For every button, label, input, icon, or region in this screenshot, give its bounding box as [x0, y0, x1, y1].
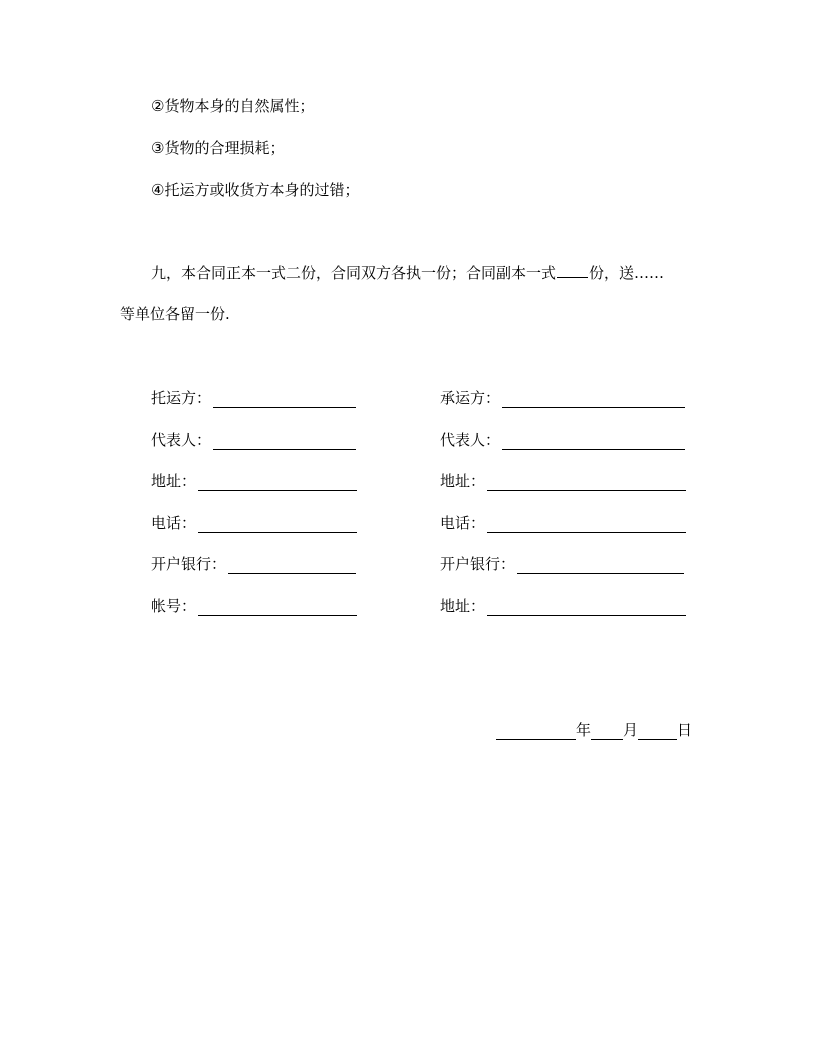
right-address-field — [440, 469, 686, 491]
right-address-blank — [487, 474, 686, 491]
copies-count-blank — [557, 262, 588, 278]
account-field — [151, 594, 357, 616]
clause-item-2: ②货物本身的自然属性； — [151, 97, 315, 115]
right-address2-blank — [487, 599, 686, 616]
left-phone-blank — [198, 516, 357, 533]
right-representative-label: 代表人： — [440, 431, 501, 449]
left-address-blank — [198, 474, 357, 491]
shipper-label: 托运方： — [151, 389, 212, 407]
year-label: 年 — [576, 721, 592, 739]
account-label: 帐号： — [151, 597, 197, 615]
right-phone-blank — [487, 516, 686, 533]
left-bank-blank — [228, 557, 356, 574]
day-label: 日 — [677, 721, 693, 739]
day-blank — [638, 723, 677, 740]
signing-date — [496, 718, 692, 740]
carrier-field — [440, 386, 685, 408]
right-phone-field — [440, 511, 686, 533]
right-address2-field — [440, 594, 686, 616]
right-bank-field — [440, 552, 684, 574]
shipper-blank — [213, 391, 356, 408]
right-representative-field — [440, 428, 685, 450]
month-blank — [591, 723, 623, 740]
left-address-label: 地址： — [151, 472, 197, 490]
clause-item-3: ③货物的合理损耗； — [151, 139, 285, 157]
clause-item-4: ④托运方或收货方本身的过错； — [151, 181, 360, 199]
month-label: 月 — [623, 721, 639, 739]
left-phone-label: 电话： — [151, 514, 197, 532]
left-phone-field — [151, 511, 357, 533]
left-address-field — [151, 469, 357, 491]
right-representative-blank — [502, 433, 685, 450]
article-9-line-2: 等单位各留一份. — [120, 305, 230, 323]
carrier-blank — [502, 391, 685, 408]
right-bank-blank — [517, 557, 684, 574]
left-representative-blank — [213, 433, 356, 450]
right-address-label: 地址： — [440, 472, 486, 490]
right-address2-label: 地址： — [440, 597, 486, 615]
account-blank — [198, 599, 357, 616]
left-representative-label: 代表人： — [151, 431, 212, 449]
left-representative-field — [151, 428, 356, 450]
article-9-text-part2: 份，送…… — [589, 264, 665, 282]
article-9-text-part1: 九，本合同正本一式二份，合同双方各执一份；合同副本一式 — [151, 264, 557, 282]
right-phone-label: 电话： — [440, 514, 486, 532]
right-bank-label: 开户银行： — [440, 555, 516, 573]
left-bank-label: 开户银行： — [151, 555, 227, 573]
year-blank — [496, 723, 576, 740]
article-9-line-1 — [151, 262, 664, 283]
left-bank-field — [151, 552, 356, 574]
carrier-label: 承运方： — [440, 389, 501, 407]
shipper-field — [151, 386, 356, 408]
